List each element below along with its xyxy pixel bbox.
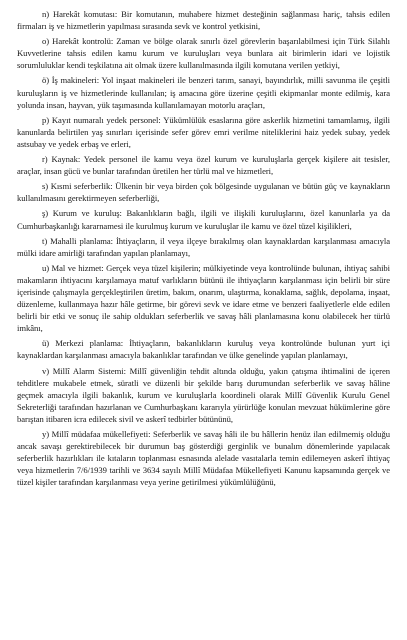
definition-s: s) Kısmi seferberlik: Ülkenin bir veya birden çok bölgesinde uygulanan ve bütün güç ve kaynakların kullanılmasını gerektirmeyen seferberliği, <box>17 181 390 204</box>
definition-n: n) Harekât komutası: Bir komutanın, muhabere hizmet desteğinin sağlanması hariç, tahsis edilen firmaları iş ve hizmetlerin yapılması sırasında sevk ve kontrol yetkisini, <box>17 9 390 32</box>
definition-v: v) Millî Alarm Sistemi: Millî güvenliğin tehdit altında olduğu, yakın çatışma ihtimalini de içeren tehditlere mukabele etmek, süratli ve düzenli bir şekilde barış durumundan seferberlik ve savaş hâline geçmek amacıyla ilgili bakanlık, kurum ve kuruluşlarla koordineli olarak Millî Güvenlik Kurulu Genel Sekreterliği tarafından hazırlanan ve Cumhurbaşkanı kararıyla yürürlüğe konulan mevzuat hükümlerine göre barıştan itibaren icra edilecek sivil ve askerî tedbirler bütününü, <box>17 365 390 424</box>
definition-t: t) Mahalli planlama: İhtiyaçların, il veya ilçeye bırakılmış olan kaynaklardan karşılanması amacıyla mülki idare amirliği tarafından yapılan planlamayı, <box>17 235 390 258</box>
definition-s-cedilla: ş) Kurum ve kuruluş: Bakanlıkların bağlı, ilgili ve ilişkili kuruluşlarını, özel kanunlarla ya da Cumhurbaşkanlığı kararnamesi ile kurulmuş kurum ve kuruluşlar ile kamu ve özel tüzel kişilikleri, <box>17 208 390 231</box>
definition-p: p) Kayıt numaralı yedek personel: Yükümlülük esaslarına göre askerlik hizmetini tamamlamış, ilgili kanunlarda belirtilen yaş sınırları içerisinde sefer görev emri verilme niteliklerini haiz yedek subay, yedek astsubay ve yedek erbaş ve erleri, <box>17 114 390 149</box>
definition-y: y) Millî müdafaa mükellefiyeti: Seferberlik ve savaş hâli ile bu hâllerin henüz ilan edilmemiş olduğu ancak savaşı gerektirebilecek bir durumun baş gösterdiği gerginlik ve bunalım dönemlerinde yapılacak seferberlik hazırlıkları ile kıtaların toplanması esnasında alelade vasıtalarla temin edilemeyen askerî ihtiyaç veya hizmetlerin 7/6/1939 tarihli ve 3634 sayılı Millî Müdafaa Mükellefiyeti Kanunu kapsamında gerçek ve tüzel kişiler tarafından karşılanması veya yerine getirilmesi yükümlülüğünü, <box>17 429 390 488</box>
definition-u: u) Mal ve hizmet: Gerçek veya tüzel kişilerin; mülkiyetinde veya kontrolünde bulunan, ihtiyaç sahibi makamların ihtiyacını karşılamaya matuf varlıkların bütünü ile ihtiyaçların karşılanması için belirli bir süre içerisinde çalışmayla gerçekleştirilen üretim, bakım, onarım, ulaştırma, konaklama, sağlık, depolama, inşaat, düzenleme, kullanmaya hazır hâle getirme, bir görevi sevk ve idare etme ve benzeri faaliyetlerle elde edilen belirli bir etki ve sonuç ile sahip oldukları seferberlik ve savaş hâli planlamasına konu olabilecek her türlü imkânı, <box>17 262 390 334</box>
definition-o-umlaut: ö) İş makineleri: Yol inşaat makineleri ile benzeri tarım, sanayi, bayındırlık, milli savunma ile çeşitli kuruluşların iş ve hizmetlerinde kullanılan; iş amacına göre üzerine çeşitli ekipmanlar monte edilmiş, kara yolunda insan, hayvan, yük taşımasında kullanılamayan motorlu araçları, <box>17 75 390 110</box>
definition-u-umlaut: ü) Merkezi planlama: İhtiyaçların, bakanlıkların kuruluş veya kontrolünde bulunan yurt içi kaynaklardan karşılanması amacıyla bakanlıklar tarafından ve ülke genelinde yapılan planlamayı, <box>17 338 390 361</box>
definition-r: r) Kaynak: Yedek personel ile kamu veya özel kurum ve kuruluşlarla gerçek kişilere ait tesisler, araçlar, insan gücü ve bunlar tarafından üretilen her türlü mal ve hizmetleri, <box>17 154 390 177</box>
definition-o: o) Harekât kontrolü: Zaman ve bölge olarak sınırlı özel görevlerin başarılabilmesi için Türk Silahlı Kuvvetlerine tahsis edilen kamu kurum ve kuruluşları veya bunlara ait birimlerin idari ve lojistik sorumluluklar kendi teşkilatına ait olmak üzere kullanılmasında ilgili komutana verilen yetkiyi, <box>17 36 390 71</box>
